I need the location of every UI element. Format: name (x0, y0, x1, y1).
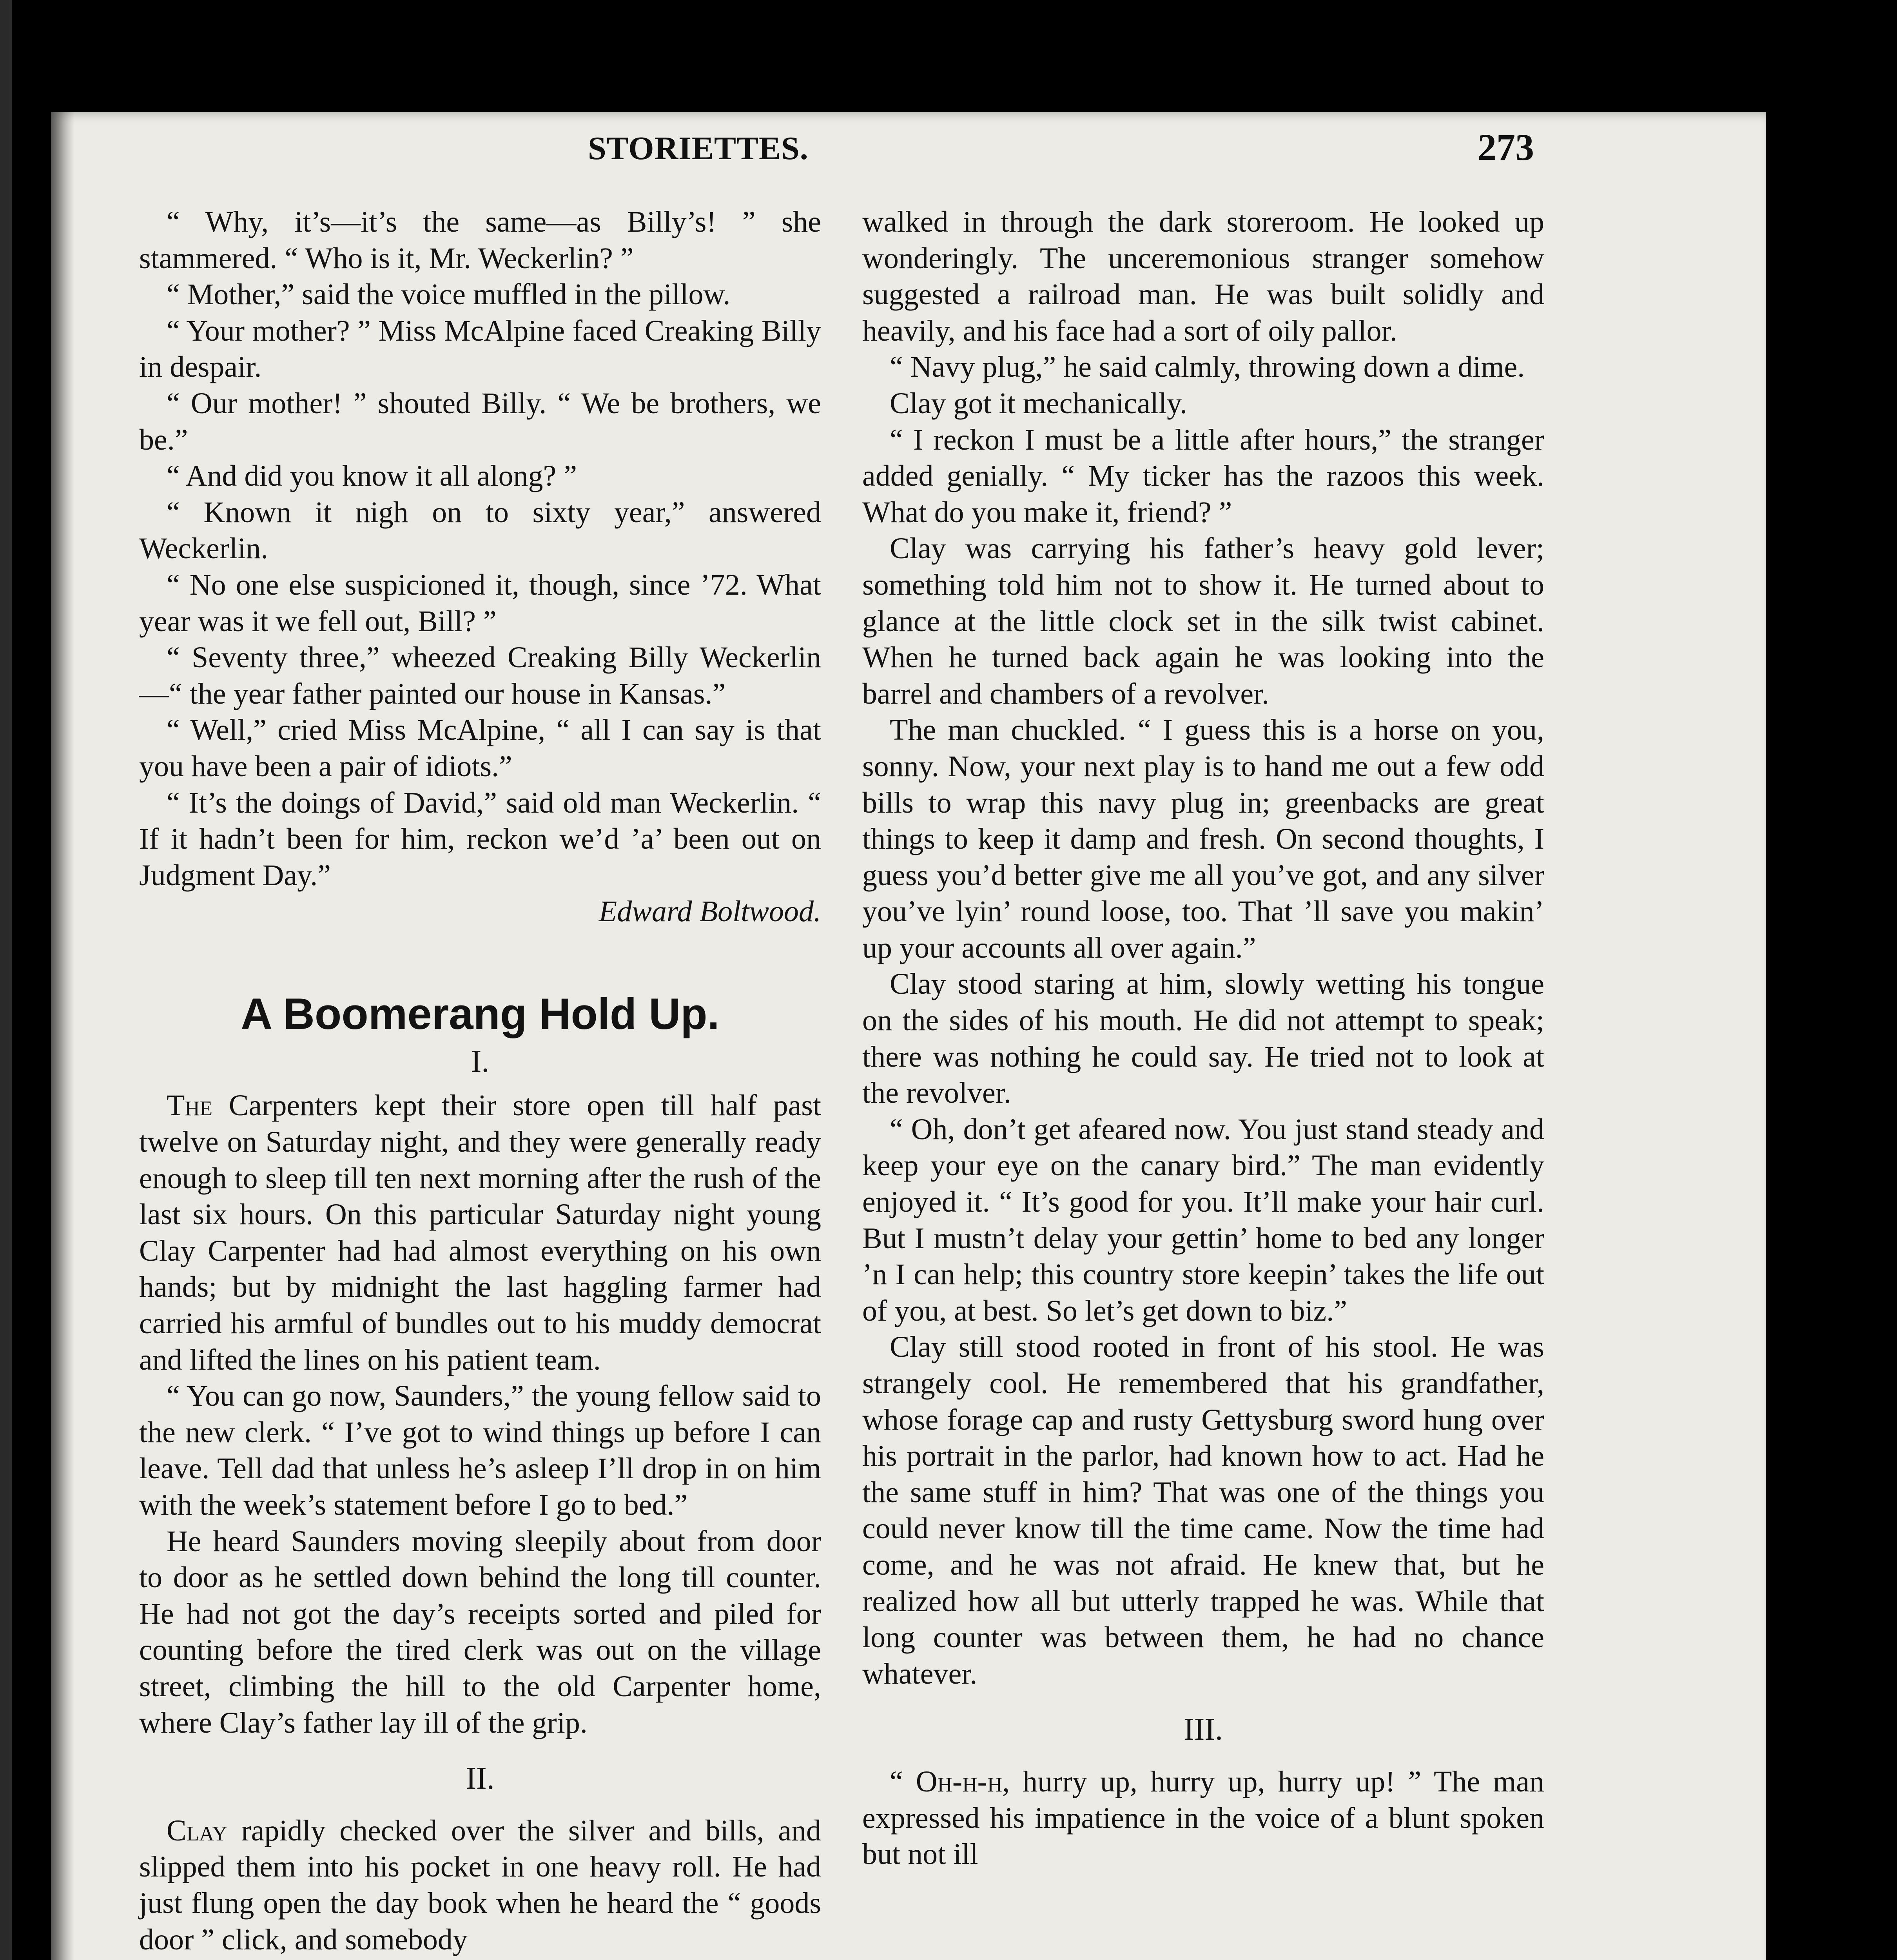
paragraph: “ Our mother! ” shouted Billy. “ We be brothers, we be.” (139, 387, 821, 456)
paragraph: “ Your mother? ” Miss McAlpine faced Creaking Billy in despair. (139, 314, 821, 384)
paragraph-text: hurry up, hurry up, hurry up! ” The man expressed his impatience in the voice of a blunt spoken but not ill (862, 1765, 1545, 1871)
paragraph: “ I reckon I must be a little after hours,” the stranger added genially. “ My ticker has the razoos this week. What do you make it, friend? ” (862, 423, 1544, 529)
section-number: I. (471, 1044, 490, 1079)
paragraph: Clay stood staring at him, slowly wetting his tongue on the sides of his mouth. He did not attempt to speak; there was nothing he could say. He tried not to look at the revolver. (862, 967, 1544, 1110)
opening-word: The (167, 1089, 213, 1122)
paragraph: “ Seventy three,” wheezed Creaking Billy Weckerlin—“ the year father painted our house in Kansas.” (139, 641, 821, 710)
section-number: III. (1184, 1712, 1223, 1747)
paragraph: “ Well,” cried Miss McAlpine, “ all I can say is that you have been a pair of idiots.” (139, 713, 821, 783)
paragraph: “ Why, it’s—it’s the same—as Billy’s! ” she stammered. “ Who is it, Mr. Weckerlin? ” (139, 205, 821, 275)
paragraph: Clay still stood rooted in front of his stool. He was strangely cool. He remembered that his grandfather, whose forage cap and rusty Gettysburg sword hung over his portrait in the parlor, had known how to act. Had he the same stuff in him? That was one of the things you could never know till the time came. Now the time had come, and he was not afraid. He knew that, but he realized how all but utterly trapped he was. While that long counter was between them, he had no chance whatever. (862, 1330, 1544, 1690)
paragraph: He heard Saunders moving sleepily about from door to door as he settled down behind the long till counter. He had not got the day’s receipts sorted and piled for counting before the tired clerk was out on the village street, climbing the hill to the old Carpenter home, where Clay’s father lay ill of the grip. (139, 1524, 821, 1739)
paragraph-text: Carpenters kept their store open till half past twelve on Saturday night, and they were generally ready enough to sleep till ten next morning after the rush of the last six hours. On this particular Saturday night young Clay Carpenter had had almost everything on his own hands; but by midnight the last haggling farmer had carried his armful of bundles out to his muddy democrat and lifted the lines on his patient team. (139, 1089, 821, 1376)
author-signature: Edward Boltwood. (598, 895, 821, 928)
gutter-shadow (51, 112, 74, 1960)
section-number: II. (466, 1761, 495, 1796)
page-number: 273 (1478, 126, 1534, 168)
paragraph: Clay got it mechanically. (890, 387, 1188, 420)
story-title: A Boomerang Hold Up. (241, 989, 720, 1038)
paragraph: “ Navy plug,” he said calmly, throwing down a dime. (890, 350, 1525, 384)
paragraph: “ And did you know it all along? ” (167, 459, 577, 493)
paragraph (139, 1087, 821, 1378)
paragraph: The man chuckled. “ I guess this is a horse on you, sonny. Now, your next play is to hand me out a few odd bills to wrap this navy plug in; greenbacks are great things to keep it damp and fresh. On second thoughts, I guess you’d better give me all you’ve got, and any silver you’ve lyin’ round loose, too. That ’ll save you makin’ up your accounts all over again.” (862, 713, 1544, 964)
paragraph: walked in through the dark storeroom. He looked up wonderingly. The unceremonious stranger somehow suggested a railroad man. He was built solidly and heavily, and his face had a sort of oily pallor. (862, 205, 1544, 347)
paragraph (862, 1764, 1544, 1873)
paragraph (139, 1813, 821, 1958)
left-column (139, 204, 821, 1958)
paragraph: “ Known it nigh on to sixty year,” answered Weckerlin. (139, 495, 821, 565)
paragraph: “ You can go now, Saunders,” the young fellow said to the new clerk. “ I’ve got to wind things up before I can leave. Tell dad that unless he’s asleep I’ll drop in on him with the week’s statement before I go to bed.” (139, 1379, 821, 1521)
paragraph: “ No one else suspicioned it, though, since ’72. What year was it we fell out, Bill? ” (139, 568, 821, 638)
paragraph: “ Mother,” said the voice muffled in the pillow. (167, 278, 731, 311)
opening-word: “ Oh-h-h, (890, 1765, 1010, 1798)
paragraph-text: rapidly checked over the silver and bills, and slipped them into his pocket in one heavy roll. He had just flung open the day book when he heard the “ goods door ” click, and somebody (139, 1814, 822, 1956)
paragraph: “ It’s the doings of David,” said old man Weckerlin. “ If it hadn’t been for him, reckon we’d ’a’ been out on Judgment Day.” (139, 786, 821, 892)
paragraph: “ Oh, don’t get afeared now. You just stand steady and keep your eye on the canary bird.” The man evidently enjoyed it. “ It’s good for you. It’ll make your hair curl. But I mustn’t delay your gettin’ home to bed any longer ’n I can help; this country store keepin’ takes the life out of you, at best. So let’s get down to biz.” (862, 1112, 1544, 1327)
running-head: STORIETTES. (588, 130, 809, 167)
opening-word: Clay (167, 1814, 227, 1847)
right-column (862, 204, 1544, 1873)
scan-edge (0, 0, 12, 1960)
paragraph: Clay was carrying his father’s heavy gold lever; something told him not to show it. He turned about to glance at the little clock set in the silk twist cabinet. When he turned back again he was looking into the barrel and chambers of a revolver. (862, 532, 1544, 710)
